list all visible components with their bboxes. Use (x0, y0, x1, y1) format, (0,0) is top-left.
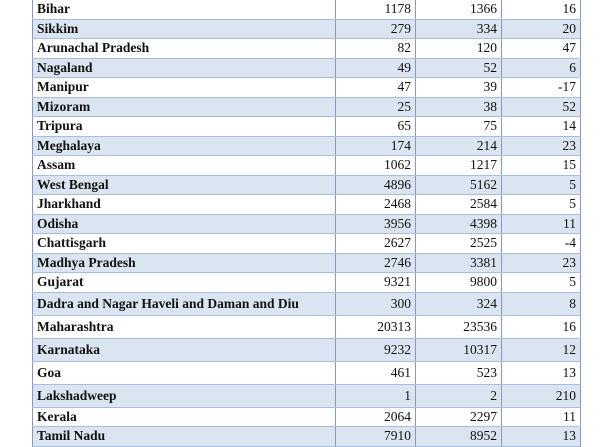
change-cell: 8 (502, 292, 581, 315)
value-cell-1: 1 (336, 384, 416, 407)
table-row (33, 117, 581, 137)
value-cell-1: 300 (336, 292, 416, 315)
state-cell: Madhya Pradesh (33, 253, 336, 273)
state-cell: Manipur (33, 78, 336, 98)
value-cell-2: 214 (416, 136, 502, 156)
value-cell-2: 523 (416, 361, 502, 384)
change-cell: 5 (502, 195, 581, 215)
value-cell-1: 82 (336, 39, 416, 59)
value-cell-1: 7910 (336, 427, 416, 447)
value-cell-1: 9232 (336, 338, 416, 361)
value-cell-2: 10317 (416, 338, 502, 361)
value-cell-1: 2064 (336, 407, 416, 427)
table-row (33, 361, 581, 384)
state-table (32, 0, 581, 447)
value-cell-2: 3381 (416, 253, 502, 273)
table-row (33, 58, 581, 78)
value-cell-1: 1062 (336, 156, 416, 176)
value-cell-1: 461 (336, 361, 416, 384)
change-cell: 13 (502, 427, 581, 447)
state-cell: Assam (33, 156, 336, 176)
change-cell: 210 (502, 384, 581, 407)
table-row (33, 338, 581, 361)
table-row (33, 427, 581, 447)
value-cell-1: 2468 (336, 195, 416, 215)
table-row (33, 0, 581, 19)
value-cell-1: 174 (336, 136, 416, 156)
value-cell-2: 334 (416, 19, 502, 39)
change-cell: 16 (502, 315, 581, 338)
table-row (33, 97, 581, 117)
state-cell: Kerala (33, 407, 336, 427)
table-row (33, 195, 581, 215)
state-cell: Gujarat (33, 273, 336, 293)
value-cell-2: 1366 (416, 0, 502, 19)
value-cell-1: 3956 (336, 214, 416, 234)
state-cell: Maharashtra (33, 315, 336, 338)
table-row (33, 234, 581, 254)
value-cell-2: 2584 (416, 195, 502, 215)
value-cell-2: 120 (416, 39, 502, 59)
change-cell: 13 (502, 361, 581, 384)
change-cell: 12 (502, 338, 581, 361)
value-cell-2: 324 (416, 292, 502, 315)
table-row (33, 315, 581, 338)
table-row (33, 214, 581, 234)
value-cell-1: 9321 (336, 273, 416, 293)
value-cell-2: 2297 (416, 407, 502, 427)
state-cell: Tamil Nadu (33, 427, 336, 447)
state-cell: Arunachal Pradesh (33, 39, 336, 59)
value-cell-2: 52 (416, 58, 502, 78)
state-table-body (33, 0, 581, 446)
state-table-wrapper (32, 0, 580, 447)
change-cell: 23 (502, 136, 581, 156)
change-cell: 11 (502, 407, 581, 427)
state-cell: Goa (33, 361, 336, 384)
state-cell: Jharkhand (33, 195, 336, 215)
value-cell-2: 9800 (416, 273, 502, 293)
value-cell-2: 4398 (416, 214, 502, 234)
value-cell-1: 1178 (336, 0, 416, 19)
state-cell: Bihar (33, 0, 336, 19)
value-cell-2: 23536 (416, 315, 502, 338)
value-cell-1: 47 (336, 78, 416, 98)
value-cell-2: 38 (416, 97, 502, 117)
state-cell: Odisha (33, 214, 336, 234)
state-cell: Tripura (33, 117, 336, 137)
state-cell: Chattisgarh (33, 234, 336, 254)
change-cell: 14 (502, 117, 581, 137)
value-cell-2: 39 (416, 78, 502, 98)
state-cell: Lakshadweep (33, 384, 336, 407)
value-cell-1: 2627 (336, 234, 416, 254)
change-cell: 11 (502, 214, 581, 234)
state-cell: Mizoram (33, 97, 336, 117)
table-row (33, 39, 581, 59)
change-cell: 15 (502, 156, 581, 176)
value-cell-1: 65 (336, 117, 416, 137)
value-cell-1: 20313 (336, 315, 416, 338)
table-row (33, 78, 581, 98)
state-cell: Dadra and Nagar Haveli and Daman and Diu (33, 292, 336, 315)
table-row (33, 292, 581, 315)
change-cell: -4 (502, 234, 581, 254)
change-cell: 23 (502, 253, 581, 273)
value-cell-1: 279 (336, 19, 416, 39)
state-cell: Meghalaya (33, 136, 336, 156)
value-cell-1: 2746 (336, 253, 416, 273)
change-cell: 6 (502, 58, 581, 78)
value-cell-2: 8952 (416, 427, 502, 447)
change-cell: 16 (502, 0, 581, 19)
state-cell: Karnataka (33, 338, 336, 361)
value-cell-2: 5162 (416, 175, 502, 195)
state-cell: West Bengal (33, 175, 336, 195)
table-row (33, 175, 581, 195)
state-cell: Sikkim (33, 19, 336, 39)
change-cell: 20 (502, 19, 581, 39)
value-cell-2: 2525 (416, 234, 502, 254)
value-cell-2: 1217 (416, 156, 502, 176)
table-row (33, 273, 581, 293)
change-cell: 47 (502, 39, 581, 59)
value-cell-2: 2 (416, 384, 502, 407)
state-cell: Nagaland (33, 58, 336, 78)
value-cell-2: 75 (416, 117, 502, 137)
value-cell-1: 4896 (336, 175, 416, 195)
table-row (33, 136, 581, 156)
table-row (33, 19, 581, 39)
change-cell: -17 (502, 78, 581, 98)
table-row (33, 156, 581, 176)
value-cell-1: 25 (336, 97, 416, 117)
change-cell: 52 (502, 97, 581, 117)
change-cell: 5 (502, 175, 581, 195)
table-row (33, 384, 581, 407)
value-cell-1: 49 (336, 58, 416, 78)
table-row (33, 253, 581, 273)
change-cell: 5 (502, 273, 581, 293)
